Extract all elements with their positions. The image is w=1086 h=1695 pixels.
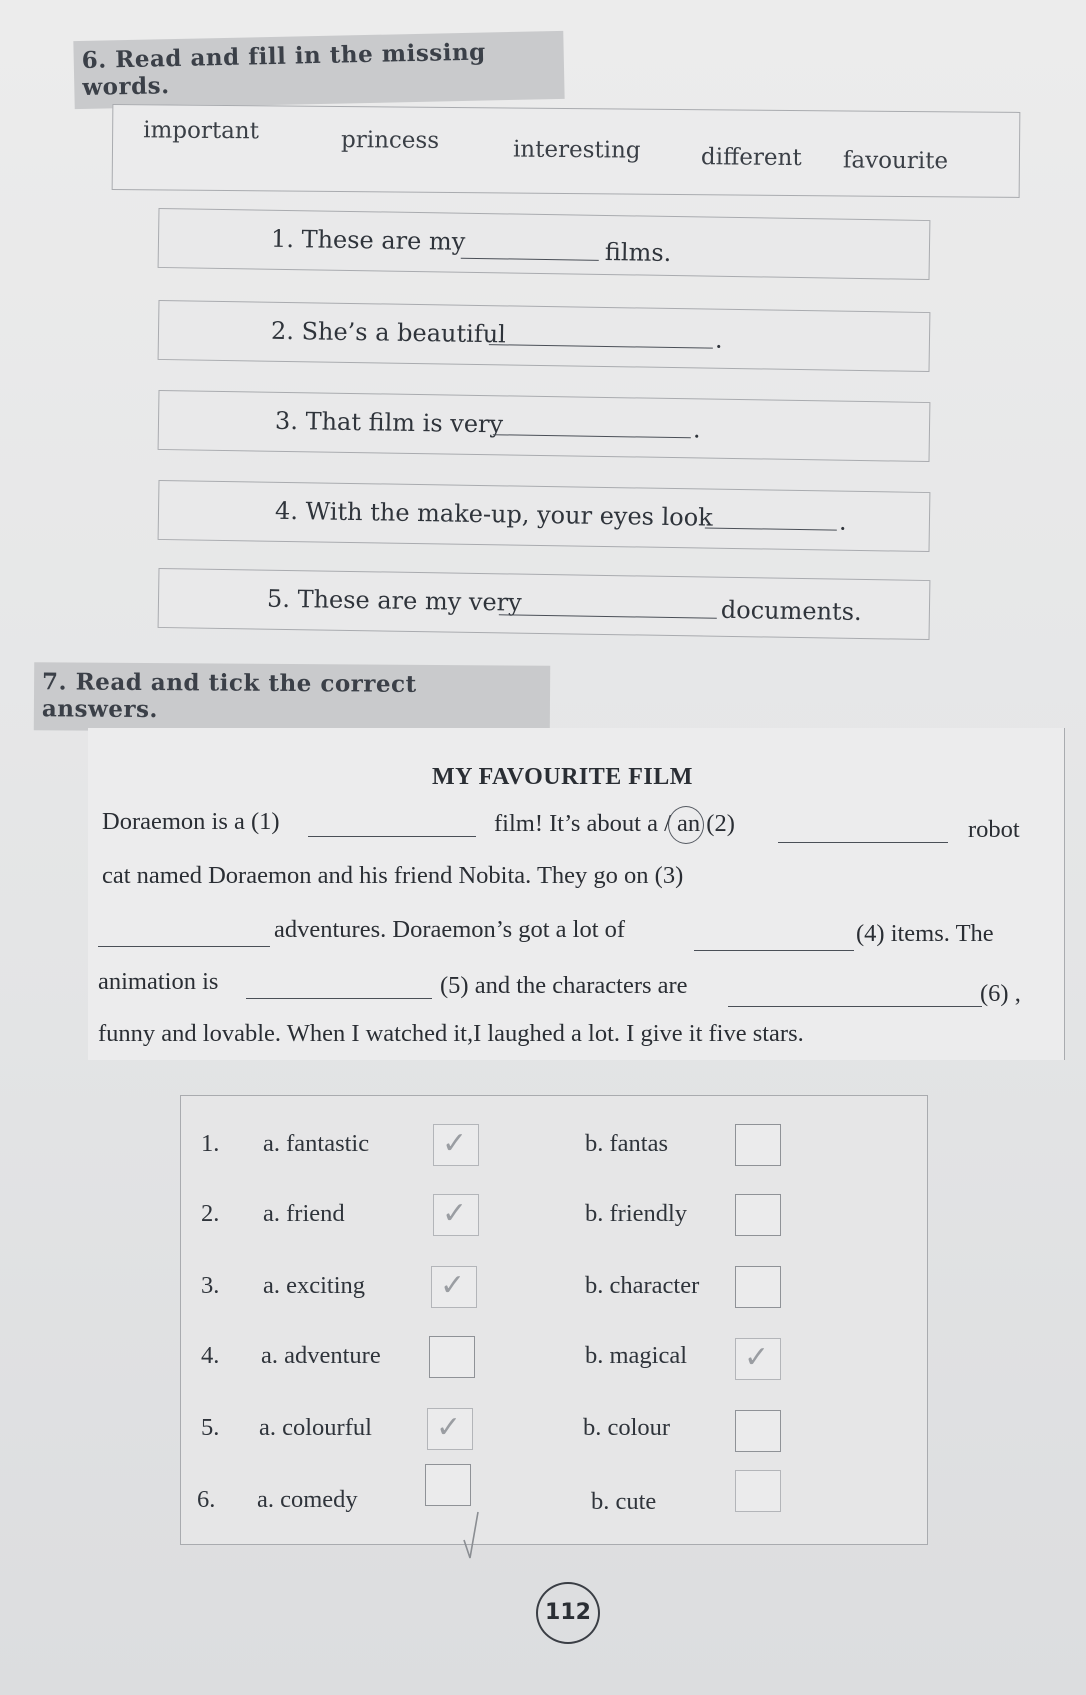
option-a-label: a. friend xyxy=(263,1200,345,1227)
exercise-6-heading: 6. Read and fill in the missing words. xyxy=(73,31,564,109)
tick-box-1b[interactable] xyxy=(735,1124,781,1166)
tick-box-4a[interactable] xyxy=(429,1336,475,1378)
sentence-text: 3. That film is very xyxy=(274,406,504,439)
faint-tick-icon: ✓ xyxy=(436,1411,462,1444)
answer-blank[interactable] xyxy=(728,1006,982,1007)
passage-title: MY FAVOURITE FILM xyxy=(432,764,693,790)
sentence-text: 4. With the make-up, your eyes look xyxy=(274,496,713,532)
sentence-text: . xyxy=(714,325,723,354)
answer-blank[interactable] xyxy=(98,946,270,947)
faint-tick-icon: ✓ xyxy=(440,1269,466,1302)
tick-box-5b[interactable] xyxy=(735,1410,781,1452)
tick-box-2b[interactable] xyxy=(735,1194,781,1236)
answer-blank[interactable] xyxy=(499,614,717,618)
word-bank-item: interesting xyxy=(512,136,641,164)
sentence-text: films. xyxy=(604,237,672,267)
pencil-tick-mark-icon xyxy=(462,1510,482,1562)
option-number: 4. xyxy=(201,1342,220,1369)
sentence-text: 1. These are my xyxy=(270,224,466,256)
tick-box-6a[interactable] xyxy=(425,1464,471,1506)
option-number: 5. xyxy=(201,1414,220,1441)
answer-blank[interactable] xyxy=(778,842,948,843)
sentence-text: . xyxy=(838,507,847,536)
sentence-1 xyxy=(158,208,931,280)
option-number: 3. xyxy=(201,1272,220,1299)
answer-blank[interactable] xyxy=(493,434,691,438)
page-number: 112 xyxy=(536,1582,600,1644)
tick-box-6b[interactable] xyxy=(735,1470,781,1512)
option-number: 1. xyxy=(201,1130,220,1157)
option-number: 2. xyxy=(201,1200,220,1227)
option-a-label: a. exciting xyxy=(263,1272,366,1299)
faint-tick-icon: ✓ xyxy=(442,1127,468,1160)
answer-blank[interactable] xyxy=(489,344,713,349)
tick-box-3b[interactable] xyxy=(735,1266,781,1308)
option-number: 6. xyxy=(197,1486,216,1513)
passage-text: robot xyxy=(968,816,1020,843)
tick-box-5a[interactable] xyxy=(427,1408,473,1450)
tick-box-1a[interactable] xyxy=(433,1124,479,1166)
word-bank-item: favourite xyxy=(842,147,949,175)
answer-options-box xyxy=(180,1095,928,1545)
answer-blank[interactable] xyxy=(694,950,854,951)
answer-blank[interactable] xyxy=(705,528,837,531)
passage-text: animation is xyxy=(98,968,219,995)
option-a-label: a. comedy xyxy=(257,1486,358,1513)
option-b-label: b. character xyxy=(585,1272,700,1299)
option-b-label: b. colour xyxy=(583,1414,671,1441)
tick-box-2a[interactable] xyxy=(433,1194,479,1236)
answer-blank[interactable] xyxy=(308,836,476,837)
option-a-label: a. adventure xyxy=(261,1342,381,1369)
sentence-3 xyxy=(158,390,931,462)
option-a-label: a. colourful xyxy=(259,1414,372,1441)
option-b-label: b. fantas xyxy=(585,1130,668,1157)
answer-blank[interactable] xyxy=(461,258,599,261)
passage-text: cat named Doraemon and his friend Nobita. They go on (3) xyxy=(102,862,684,889)
word-bank-item: important xyxy=(143,117,260,145)
tick-box-3a[interactable] xyxy=(431,1266,477,1308)
passage-text: adventures. Doraemon’s got a lot of xyxy=(274,916,626,943)
option-b-label: b. magical xyxy=(585,1342,688,1369)
word-bank-item: different xyxy=(700,144,802,172)
pencil-circle-mark xyxy=(668,806,704,844)
sentence-text: 5. These are my very xyxy=(266,584,522,617)
option-b-label: b. cute xyxy=(591,1488,657,1515)
passage-text: (5) and the characters are xyxy=(440,972,688,999)
faint-tick-icon: ✓ xyxy=(442,1197,468,1230)
passage-text: Doraemon is a (1) xyxy=(102,808,280,835)
sentence-text: . xyxy=(692,415,701,444)
sentence-4 xyxy=(158,480,931,552)
sentence-2 xyxy=(158,300,931,372)
reading-passage xyxy=(88,728,1065,1060)
tick-box-4b[interactable] xyxy=(735,1338,781,1380)
option-b-label: b. friendly xyxy=(585,1200,688,1227)
passage-text: funny and lovable. When I watched it,I laughed a lot. I give it five stars. xyxy=(98,1020,804,1047)
passage-text: (4) items. The xyxy=(856,920,994,947)
option-a-label: a. fantastic xyxy=(263,1130,370,1157)
word-bank-item: princess xyxy=(340,127,440,154)
exercise-7-heading: 7. Read and tick the correct answers. xyxy=(34,662,550,734)
sentence-5 xyxy=(158,568,931,640)
faint-tick-icon: ✓ xyxy=(744,1341,770,1374)
passage-text: film! It’s about a / an (2) xyxy=(494,810,735,837)
answer-blank[interactable] xyxy=(246,998,432,999)
sentence-text: documents. xyxy=(720,595,862,626)
passage-text: (6) , xyxy=(980,980,1021,1007)
sentence-text: 2. She’s a beautiful xyxy=(270,316,507,349)
word-bank xyxy=(112,104,1021,198)
